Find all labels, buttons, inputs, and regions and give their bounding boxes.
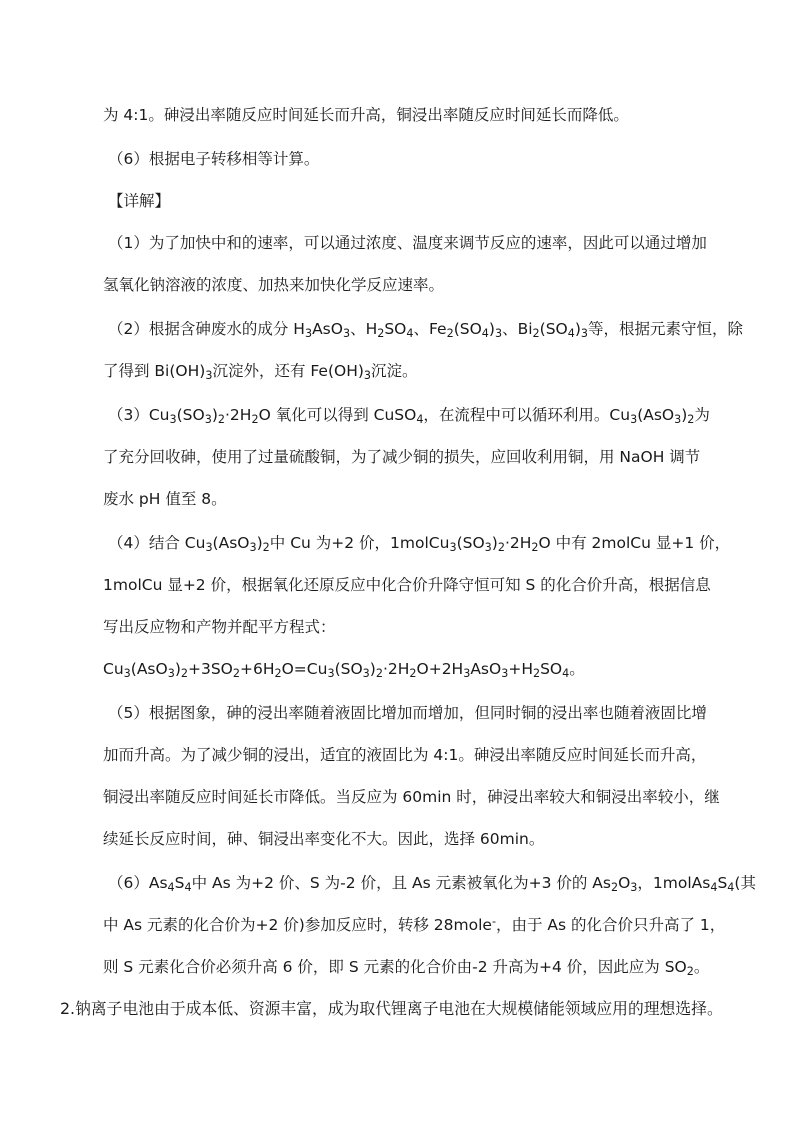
subscript: 2 [409, 667, 417, 681]
text-run: ) [491, 534, 498, 552]
subscript: 2 [262, 541, 270, 555]
p5-line-1 [108, 702, 707, 724]
text-run: ) [369, 660, 376, 678]
subscript: 3 [580, 327, 589, 341]
text-run: (SO [456, 534, 485, 552]
text-run: 则 S 元素化合价必须升高 6 价，即 S 元素的化合价由-2 升高为+4 价，因此应为 SO [103, 958, 687, 976]
subscript: 3 [362, 667, 370, 681]
subscript: 4 [416, 413, 424, 427]
subscript: 3 [205, 541, 213, 555]
superscript: - [491, 914, 496, 928]
subscript: 2 [532, 327, 540, 341]
text-run: 。 [693, 958, 710, 976]
text-run: 。 [569, 660, 585, 678]
text-run: 废水 pH 值至 8。 [103, 490, 227, 508]
text-run: ) [488, 320, 495, 338]
text-run: 等，根据元素守恒，除 [588, 320, 744, 338]
subscript: 2 [610, 881, 619, 895]
text-run: AsO [312, 320, 343, 338]
text-run: （1）为了加快中和的速率，可以通过浓度、温度来调节反应的速率，因此可以通过增加 [108, 234, 707, 252]
text-run: (AsO [637, 406, 675, 424]
text-run: 写出反应物和产物并配平方程式： [103, 618, 336, 636]
intro-line-6 [108, 148, 319, 170]
text-run: ，在流程中可以循环利用。Cu [423, 406, 631, 424]
subscript: 3 [327, 667, 335, 681]
text-run: 为 4:1。砷浸出率随反应时间延长而升高，铜浸出率随反应时间延长而降低。 [103, 106, 629, 124]
text-run: +6H [239, 660, 275, 678]
p2-line-1 [108, 318, 743, 340]
text-run: 了充分回收砷，使用了过量硫酸铜，为了减少铜的损失，应回收利用铜，用 NaOH 调节 [103, 448, 701, 466]
subscript: 4 [167, 881, 175, 895]
subscript: 2 [180, 667, 188, 681]
subscript: 2 [497, 541, 505, 555]
subscript: 2 [446, 327, 454, 341]
text-run: （2）根据含砷废水的成分 H [108, 320, 305, 338]
subscript: 3 [463, 667, 471, 681]
text-run: 中 Cu 为+2 价，1molCu [269, 534, 450, 552]
p4-line-1 [108, 532, 730, 554]
subscript: 2 [232, 667, 240, 681]
subscript: 4 [567, 327, 575, 341]
text-run: 沉淀外，还有 Fe(OH) [212, 362, 364, 380]
p3-line-2 [103, 446, 700, 468]
p1-line-1 [108, 232, 707, 254]
subscript: 4 [710, 881, 718, 895]
text-run: S [174, 874, 185, 892]
p5-line-3 [103, 786, 720, 808]
text-run: (AsO [212, 534, 250, 552]
subscript: 3 [501, 667, 509, 681]
text-run: 续延长反应时间，砷、铜浸出率变化不大。因此，选择 60min。 [103, 830, 545, 848]
subscript: 2 [377, 327, 385, 341]
text-run: ) [574, 320, 581, 338]
subscript: 3 [169, 413, 177, 427]
text-run: （4）结合 Cu [108, 534, 206, 552]
subscript: 2 [687, 413, 695, 427]
text-run: （5）根据图象，砷的浸出率随着液固比增加而增加，但同时铜的浸出率也随着液固比增 [108, 704, 707, 722]
subscript: 3 [342, 327, 351, 341]
text-run: 、Fe [413, 320, 447, 338]
subscript: 3 [630, 881, 638, 895]
text-run: ，由于 As 的化合价只升高了 1， [495, 916, 726, 934]
text-run: 氢氧化钠溶液的浓度、加热来加快化学反应速率。 [103, 276, 445, 294]
subscript: 3 [494, 327, 503, 341]
text-run: S [717, 874, 728, 892]
text-run: ) [256, 534, 263, 552]
p5-line-4 [103, 828, 544, 850]
text-run: SO [540, 660, 563, 678]
subscript: 3 [363, 369, 372, 383]
text-run: 沉淀。 [371, 362, 418, 380]
subscript: 2 [274, 667, 282, 681]
text-run: ，1molAs [637, 874, 711, 892]
text-run: 【详解】 [108, 192, 171, 210]
p6-line-3 [103, 956, 709, 978]
text-run: O=Cu [281, 660, 328, 678]
text-run: (其 [734, 874, 756, 892]
subscript: 3 [630, 413, 638, 427]
p3-line-3 [103, 488, 227, 510]
subscript: 2 [686, 965, 694, 979]
subscript: 4 [481, 327, 489, 341]
text-run: (SO [334, 660, 363, 678]
text-run: +H [508, 660, 533, 678]
text-run: 2.钠离子电池由于成本低、资源丰富，成为取代锂离子电池在大规模储能领域应用的理想选择。 [60, 999, 723, 1018]
text-run: O [618, 874, 631, 892]
text-run: 、H [350, 320, 378, 338]
intro-line-1 [103, 104, 629, 126]
text-run: ·2H [504, 534, 532, 552]
subscript: 2 [531, 541, 539, 555]
subscript: 3 [249, 541, 257, 555]
text-run: 铜浸出率随反应时间延长市降低。当反应为 60min 时，砷浸出率较大和铜浸出率较小，继 [103, 788, 720, 806]
p6-line-2 [103, 914, 725, 936]
text-run: +3SO [187, 660, 233, 678]
subscript: 3 [205, 369, 213, 383]
text-run: (SO [453, 320, 482, 338]
text-run: ·2H [225, 406, 252, 424]
p2-line-2 [103, 360, 418, 382]
p4-line-2 [103, 574, 711, 596]
text-run: (SO [176, 406, 205, 424]
text-run: ) [174, 660, 181, 678]
text-run: 中 As 为+2 价、S 为-2 价，且 As 元素被氧化为+3 价的 As [191, 874, 611, 892]
text-run: 1molCu 显+2 价，根据氧化还原反应中化合价升降守恒可知 S 的化合价升高，根据信息 [103, 576, 711, 594]
text-run: 了得到 Bi(OH) [103, 362, 206, 380]
subscript: 2 [375, 667, 383, 681]
p4-line-3 [103, 616, 336, 638]
p6-line-1 [108, 872, 756, 894]
detail-heading [108, 190, 170, 212]
text-run: 、Bi [502, 320, 533, 338]
subscript: 4 [562, 667, 570, 681]
subscript: 3 [167, 667, 175, 681]
question-2 [60, 998, 723, 1020]
text-run: 中 As 元素的化合价为+2 价)参加反应时，转移 28mole [103, 916, 492, 934]
p1-line-2 [103, 274, 444, 296]
text-run: 为 [694, 406, 710, 424]
text-run: O 中有 2molCu 显+1 价， [538, 534, 731, 552]
subscript: 3 [674, 413, 682, 427]
subscript: 3 [449, 541, 457, 555]
text-run: （6）As [108, 874, 168, 892]
subscript: 3 [204, 413, 212, 427]
text-run: 加而升高。为了减少铜的浸出，适宜的液固比为 4:1。砷浸出率随反应时间延长而升高， [103, 746, 707, 764]
subscript: 3 [123, 667, 131, 681]
subscript: 2 [217, 413, 225, 427]
p4-equation [103, 658, 585, 680]
p3-line-1 [108, 404, 710, 426]
text-run: (AsO [130, 660, 168, 678]
subscript: 2 [251, 413, 259, 427]
subscript: 4 [406, 327, 414, 341]
text-run: O+2H [416, 660, 464, 678]
subscript: 3 [304, 327, 313, 341]
subscript: 4 [184, 881, 192, 895]
text-run: Cu [103, 660, 124, 678]
p5-line-2 [103, 744, 706, 766]
text-run: ·2H [382, 660, 410, 678]
text-run: AsO [470, 660, 502, 678]
text-run: O 氧化可以得到 CuSO [258, 406, 417, 424]
text-run: (SO [539, 320, 568, 338]
subscript: 4 [727, 881, 735, 895]
subscript: 2 [532, 667, 541, 681]
subscript: 3 [484, 541, 492, 555]
text-run: ) [211, 406, 218, 424]
text-run: （3）Cu [108, 406, 170, 424]
text-run: ) [681, 406, 688, 424]
text-run: （6）根据电子转移相等计算。 [108, 150, 320, 168]
text-run: SO [384, 320, 407, 338]
